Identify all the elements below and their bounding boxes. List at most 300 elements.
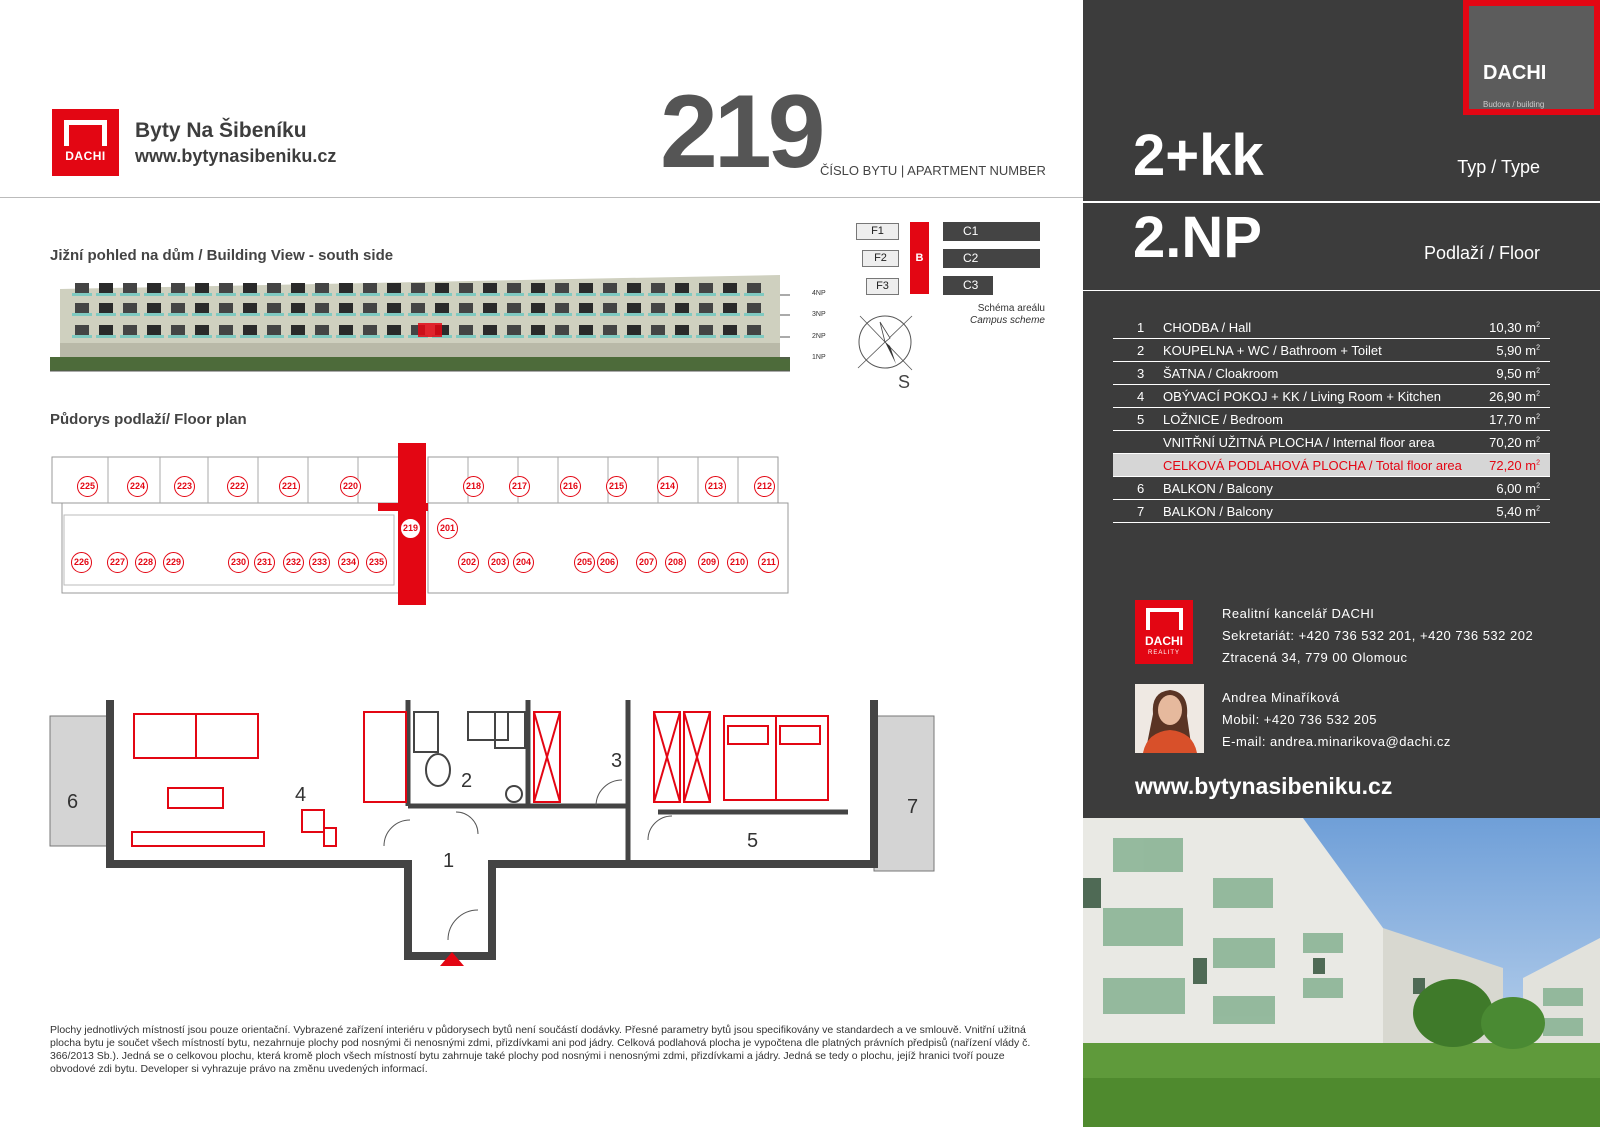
elevation-window bbox=[291, 283, 305, 293]
elevation-balcony bbox=[624, 293, 644, 296]
elevation-balcony bbox=[696, 313, 716, 316]
elevation-balcony bbox=[384, 293, 404, 296]
elevation-balcony bbox=[624, 335, 644, 338]
elevation-window bbox=[387, 283, 401, 293]
room-row bbox=[1113, 316, 1550, 339]
room-area-unit: 2 bbox=[1536, 390, 1540, 398]
dachi-reality-logo-text: DACHI bbox=[1145, 634, 1183, 648]
elevation-balcony bbox=[672, 335, 692, 338]
elevation-window bbox=[219, 303, 233, 313]
elevation-window bbox=[123, 325, 137, 335]
elevation-balcony bbox=[696, 293, 716, 296]
room-area bbox=[1489, 320, 1540, 335]
elevation-balcony bbox=[168, 313, 188, 316]
elevation-window bbox=[603, 283, 617, 293]
elevation-balcony bbox=[216, 293, 236, 296]
elevation-balcony bbox=[288, 335, 308, 338]
room-label-4: 4 bbox=[295, 784, 307, 806]
website-link[interactable]: www.bytynasibeniku.cz bbox=[1135, 773, 1393, 799]
room-area-value: 6,00 m bbox=[1496, 481, 1537, 496]
elevation-window bbox=[627, 303, 641, 313]
elevation-balcony bbox=[552, 313, 572, 316]
elevation-balcony bbox=[480, 335, 500, 338]
elevation-window bbox=[315, 283, 329, 293]
unit-bottom-208: 208 bbox=[665, 552, 686, 573]
agency-phones: Sekretariát: +420 736 532 201, +420 736 532 202 bbox=[1222, 628, 1534, 643]
elevation-window bbox=[147, 325, 161, 335]
project-url[interactable]: www.bytynasibeniku.cz bbox=[135, 146, 337, 166]
elevation-balcony bbox=[168, 335, 188, 338]
elevation-balcony bbox=[192, 293, 212, 296]
elevation-window bbox=[411, 303, 425, 313]
elevation-window bbox=[651, 303, 665, 313]
campus-block-b: B bbox=[910, 222, 929, 294]
room-name: BALKON / Balcony bbox=[1163, 504, 1273, 519]
elevation-balcony bbox=[360, 335, 380, 338]
unit-bottom-204: 204 bbox=[513, 552, 534, 573]
elevation-window bbox=[699, 303, 713, 313]
elevation-balcony bbox=[408, 293, 428, 296]
elevation-window bbox=[747, 325, 761, 335]
elevation-window bbox=[675, 303, 689, 313]
floor-label-2np: 2NP bbox=[812, 333, 826, 340]
elevation-balcony bbox=[72, 335, 92, 338]
elevation-window bbox=[675, 283, 689, 293]
unit-bottom-233: 233 bbox=[309, 552, 330, 573]
elevation-window bbox=[531, 325, 545, 335]
elevation-window bbox=[147, 283, 161, 293]
elevation-window bbox=[267, 303, 281, 313]
elevation-window bbox=[531, 283, 545, 293]
elevation-balcony bbox=[528, 313, 548, 316]
unit-top-223: 223 bbox=[174, 476, 195, 497]
apartment-number: 219 bbox=[660, 74, 822, 190]
elevation-balcony bbox=[120, 293, 140, 296]
unit-bottom-205: 205 bbox=[574, 552, 595, 573]
elevation-balcony bbox=[264, 293, 284, 296]
unit-top-222: 222 bbox=[227, 476, 248, 497]
apartment-type-label: Typ / Type bbox=[1457, 157, 1540, 177]
elevation-window bbox=[747, 303, 761, 313]
elevation-window bbox=[99, 283, 113, 293]
elevation-window bbox=[123, 303, 137, 313]
elevation-balcony bbox=[72, 293, 92, 296]
elevation-window bbox=[171, 325, 185, 335]
panel-divider bbox=[1083, 201, 1600, 203]
elevation-balcony bbox=[744, 293, 764, 296]
elevation-window bbox=[243, 303, 257, 313]
unit-bottom-231: 231 bbox=[254, 552, 275, 573]
elevation-window bbox=[291, 325, 305, 335]
elevation-balcony bbox=[384, 335, 404, 338]
elevation-window bbox=[363, 303, 377, 313]
room-area-value: 17,70 m bbox=[1489, 412, 1537, 427]
elevation-window bbox=[603, 325, 617, 335]
unit-bottom-209: 209 bbox=[698, 552, 719, 573]
elevation-window bbox=[147, 303, 161, 313]
room-area-value: 10,30 m bbox=[1489, 320, 1537, 335]
room-name: BALKON / Balcony bbox=[1163, 481, 1273, 496]
room-number: 6 bbox=[1137, 481, 1145, 496]
unit-bottom-232: 232 bbox=[283, 552, 304, 573]
room-area-value: 5,40 m bbox=[1496, 504, 1537, 519]
elevation-balcony bbox=[312, 313, 332, 316]
unit-top-221: 221 bbox=[279, 476, 300, 497]
agency-name: Realitní kancelář DACHI bbox=[1222, 606, 1375, 621]
elevation-balcony bbox=[360, 293, 380, 296]
room-area-unit: 2 bbox=[1536, 321, 1540, 329]
elevation-window bbox=[531, 303, 545, 313]
unit-bottom-206: 206 bbox=[597, 552, 618, 573]
elevation-window bbox=[267, 325, 281, 335]
elevation-balcony bbox=[672, 293, 692, 296]
room-area bbox=[1496, 481, 1540, 496]
room-label-3: 3 bbox=[611, 750, 623, 772]
dachi-reality-logo-sub: REALITY bbox=[1147, 650, 1180, 656]
elevation-window bbox=[483, 303, 497, 313]
room-row bbox=[1113, 385, 1550, 408]
elevation-balcony bbox=[696, 335, 716, 338]
elevation-balcony bbox=[288, 313, 308, 316]
elevation-balcony bbox=[192, 335, 212, 338]
elevation-window bbox=[579, 283, 593, 293]
agency-address: Ztracená 34, 779 00 Olomouc bbox=[1222, 650, 1408, 665]
agent-photo bbox=[1135, 684, 1204, 753]
elevation-window bbox=[195, 303, 209, 313]
campus-block-c1: C1 bbox=[943, 222, 1040, 241]
elevation-window bbox=[435, 303, 449, 313]
room-area-value: 9,50 m bbox=[1496, 366, 1537, 381]
unit-bottom-226: 226 bbox=[71, 552, 92, 573]
elevation-balcony bbox=[576, 313, 596, 316]
room-number: 4 bbox=[1137, 389, 1145, 404]
room-area-value: 26,90 m bbox=[1489, 389, 1537, 404]
elevation-balcony bbox=[672, 313, 692, 316]
elevation-window bbox=[291, 303, 305, 313]
elevation-balcony bbox=[552, 335, 572, 338]
elevation-balcony bbox=[264, 313, 284, 316]
unit-bottom-230: 230 bbox=[228, 552, 249, 573]
elevation-balcony bbox=[384, 313, 404, 316]
room-area bbox=[1489, 458, 1540, 473]
elevation-balcony bbox=[144, 313, 164, 316]
campus-caption-en: Campus scheme bbox=[969, 315, 1045, 326]
elevation-balcony bbox=[72, 313, 92, 316]
room-area bbox=[1496, 504, 1540, 519]
elevation-window bbox=[675, 325, 689, 335]
elevation-window bbox=[603, 303, 617, 313]
room-row bbox=[1113, 362, 1550, 385]
elevation-window bbox=[339, 283, 353, 293]
elevation-balcony bbox=[96, 335, 116, 338]
elevation-balcony bbox=[648, 335, 668, 338]
room-number: 5 bbox=[1137, 412, 1145, 427]
agent-name: Andrea Minaříková bbox=[1222, 690, 1340, 705]
elevation-window bbox=[651, 325, 665, 335]
elevation-balcony bbox=[408, 313, 428, 316]
elevation-window bbox=[507, 325, 521, 335]
elevation-window bbox=[579, 303, 593, 313]
elevation-balcony bbox=[336, 293, 356, 296]
room-area-value: 72,20 m bbox=[1489, 458, 1537, 473]
floor-plan-title: Půdorys podlaží/ Floor plan bbox=[50, 411, 247, 428]
elevation-balcony bbox=[648, 293, 668, 296]
room-area bbox=[1489, 412, 1540, 427]
campus-caption: Schéma areálu bbox=[977, 303, 1045, 314]
elevation-window bbox=[219, 283, 233, 293]
building-view-title: Jižní pohled na dům / Building View - south side bbox=[50, 247, 394, 264]
room-area-value: 5,90 m bbox=[1496, 343, 1537, 358]
elevation-balcony bbox=[456, 313, 476, 316]
agent-mobile: Mobil: +420 736 532 205 bbox=[1222, 712, 1377, 727]
unit-top-212: 212 bbox=[754, 476, 775, 497]
elevation-balcony bbox=[96, 293, 116, 296]
elevation-balcony bbox=[216, 335, 236, 338]
elevation-balcony bbox=[576, 293, 596, 296]
elevation-balcony bbox=[552, 293, 572, 296]
room-name: CHODBA / Hall bbox=[1163, 320, 1252, 335]
room-area-unit: 2 bbox=[1536, 482, 1540, 490]
elevation-window bbox=[723, 283, 737, 293]
elevation-window bbox=[459, 303, 473, 313]
elevation-window bbox=[75, 325, 89, 335]
room-label-6: 6 bbox=[67, 791, 79, 813]
room-area bbox=[1496, 366, 1540, 381]
elevation-balcony bbox=[336, 313, 356, 316]
building-render-image bbox=[1083, 818, 1600, 1127]
unit-bottom-210: 210 bbox=[727, 552, 748, 573]
elevation-window bbox=[699, 283, 713, 293]
elevation-window bbox=[195, 283, 209, 293]
room-area-value: 70,20 m bbox=[1489, 435, 1537, 450]
elevation-window bbox=[459, 325, 473, 335]
elevation-balcony bbox=[312, 335, 332, 338]
elevation-balcony bbox=[744, 335, 764, 338]
campus-block-f2: F2 bbox=[862, 250, 899, 267]
elevation-balcony bbox=[504, 335, 524, 338]
apartment-plan bbox=[48, 700, 948, 990]
room-name: LOŽNICE / Bedroom bbox=[1163, 412, 1283, 427]
project-title: Byty Na Šibeníku bbox=[135, 119, 307, 142]
apartment-type: 2+kk bbox=[1133, 123, 1264, 188]
unit-top-213: 213 bbox=[705, 476, 726, 497]
elevation-window bbox=[459, 283, 473, 293]
elevation-balcony bbox=[240, 293, 260, 296]
apartment-floor-label: Podlaží / Floor bbox=[1423, 243, 1540, 263]
room-label-7: 7 bbox=[907, 796, 919, 818]
elevation-window bbox=[267, 283, 281, 293]
elevation-balcony bbox=[216, 313, 236, 316]
room-name: VNITŘNÍ UŽITNÁ PLOCHA / Internal floor area bbox=[1163, 435, 1435, 450]
elevation-balcony bbox=[120, 335, 140, 338]
elevation-balcony bbox=[120, 313, 140, 316]
campus-block-f1: F1 bbox=[856, 223, 899, 240]
elevation-balcony bbox=[720, 313, 740, 316]
elevation-balcony bbox=[624, 313, 644, 316]
elevation-balcony bbox=[480, 293, 500, 296]
elevation-balcony bbox=[288, 293, 308, 296]
elevation-balcony bbox=[648, 313, 668, 316]
room-name: KOUPELNA + WC / Bathroom + Toilet bbox=[1163, 343, 1382, 358]
dachi-building-logo bbox=[1463, 0, 1600, 115]
unit-top-217: 217 bbox=[509, 476, 530, 497]
elevation-balcony bbox=[192, 313, 212, 316]
room-area-unit: 2 bbox=[1536, 344, 1540, 352]
elevation-window bbox=[483, 325, 497, 335]
elevation-window bbox=[627, 325, 641, 335]
room-name: OBÝVACÍ POKOJ + KK / Living Room + Kitchen bbox=[1163, 389, 1441, 404]
elevation-window bbox=[363, 283, 377, 293]
elevation-balcony bbox=[528, 293, 548, 296]
elevation-window bbox=[339, 325, 353, 335]
elevation-window bbox=[555, 325, 569, 335]
elevation-window bbox=[387, 303, 401, 313]
unit-top-218: 218 bbox=[463, 476, 484, 497]
elevation-window bbox=[75, 283, 89, 293]
unit-bottom-234: 234 bbox=[338, 552, 359, 573]
elevation-balcony bbox=[600, 293, 620, 296]
campus-block-f3: F3 bbox=[866, 278, 899, 295]
dachi-building-logo-sub: Budova / building bbox=[1483, 100, 1545, 109]
elevation-balcony bbox=[456, 293, 476, 296]
dachi-logo-text: DACHI bbox=[65, 149, 106, 163]
unit-bottom-207: 207 bbox=[636, 552, 657, 573]
elevation-balcony bbox=[720, 335, 740, 338]
elevation-window bbox=[411, 283, 425, 293]
room-area bbox=[1496, 343, 1540, 358]
elevation-balcony bbox=[576, 335, 596, 338]
elevation-balcony bbox=[480, 313, 500, 316]
elevation-window bbox=[507, 283, 521, 293]
room-row bbox=[1113, 431, 1550, 454]
elevation-window bbox=[723, 303, 737, 313]
elevation-window bbox=[171, 283, 185, 293]
elevation-balcony bbox=[360, 313, 380, 316]
dachi-reality-logo bbox=[1135, 600, 1193, 664]
elevation-window bbox=[363, 325, 377, 335]
unit-top-214: 214 bbox=[657, 476, 678, 497]
elevation-balcony bbox=[600, 335, 620, 338]
room-area-unit: 2 bbox=[1536, 505, 1540, 513]
unit-top-215: 215 bbox=[606, 476, 627, 497]
elevation-balcony bbox=[144, 335, 164, 338]
elevation-window bbox=[315, 303, 329, 313]
elevation-window bbox=[483, 283, 497, 293]
elevation-balcony bbox=[264, 335, 284, 338]
elevation-balcony bbox=[528, 335, 548, 338]
unit-bottom-229: 229 bbox=[163, 552, 184, 573]
room-area-unit: 2 bbox=[1536, 459, 1540, 467]
elevation-balcony bbox=[720, 293, 740, 296]
unit-top-224: 224 bbox=[127, 476, 148, 497]
campus-block-c3: C3 bbox=[943, 276, 993, 295]
elevation-balcony bbox=[96, 313, 116, 316]
compass-south-label: S bbox=[898, 372, 911, 392]
elevation-window bbox=[627, 283, 641, 293]
elevation-window bbox=[123, 283, 137, 293]
room-row-total bbox=[1113, 454, 1550, 477]
campus-block-c2: C2 bbox=[943, 249, 1040, 268]
elevation-balcony bbox=[432, 293, 452, 296]
elevation-window bbox=[651, 283, 665, 293]
elevation-balcony bbox=[168, 293, 188, 296]
room-area-unit: 2 bbox=[1536, 367, 1540, 375]
unit-bottom-202: 202 bbox=[458, 552, 479, 573]
room-area bbox=[1489, 435, 1540, 450]
room-row bbox=[1113, 500, 1550, 523]
elevation-balcony bbox=[456, 335, 476, 338]
room-label-5: 5 bbox=[747, 830, 759, 852]
elevation-window bbox=[387, 325, 401, 335]
elevation-balcony bbox=[336, 335, 356, 338]
room-number: 3 bbox=[1137, 366, 1145, 381]
elevation-balcony bbox=[432, 313, 452, 316]
elevation-balcony bbox=[312, 293, 332, 296]
panel-divider bbox=[1083, 290, 1600, 291]
room-area-unit: 2 bbox=[1536, 436, 1540, 444]
room-area-table bbox=[1113, 316, 1550, 523]
floor-label-4np: 4NP bbox=[812, 290, 826, 297]
elevation-balcony bbox=[600, 313, 620, 316]
building-elevation bbox=[50, 275, 790, 375]
elevation-window bbox=[723, 325, 737, 335]
elevation-balcony bbox=[240, 313, 260, 316]
dachi-logo bbox=[52, 109, 119, 176]
elevation-balcony bbox=[504, 293, 524, 296]
elevation-window bbox=[99, 325, 113, 335]
room-row bbox=[1113, 477, 1550, 500]
unit-top-220: 220 bbox=[340, 476, 361, 497]
apartment-floor: 2.NP bbox=[1133, 205, 1262, 270]
unit-bottom-211: 211 bbox=[758, 552, 779, 573]
unit-top-225: 225 bbox=[77, 476, 98, 497]
elevation-balcony bbox=[744, 313, 764, 316]
elevation-window bbox=[75, 303, 89, 313]
dachi-building-logo-text: DACHI bbox=[1483, 62, 1547, 84]
agent-email[interactable]: E-mail: andrea.minarikova@dachi.cz bbox=[1222, 734, 1451, 749]
elevation-balcony bbox=[504, 313, 524, 316]
elevation-window bbox=[339, 303, 353, 313]
room-area bbox=[1489, 389, 1540, 404]
elevation-balcony bbox=[144, 293, 164, 296]
elevation-window bbox=[507, 303, 521, 313]
floor-label-1np: 1NP bbox=[812, 354, 826, 361]
unit-bottom-227: 227 bbox=[107, 552, 128, 573]
room-name: CELKOVÁ PODLAHOVÁ PLOCHA / Total floor area bbox=[1163, 458, 1462, 473]
elevation-window bbox=[699, 325, 713, 335]
room-area-unit: 2 bbox=[1536, 413, 1540, 421]
elevation-window bbox=[195, 325, 209, 335]
elevation-window bbox=[99, 303, 113, 313]
elevation-window bbox=[219, 325, 233, 335]
unit-top-216: 216 bbox=[560, 476, 581, 497]
elevation-window bbox=[555, 283, 569, 293]
elevation-window bbox=[435, 283, 449, 293]
header-divider bbox=[0, 197, 1083, 198]
unit-bottom-203: 203 bbox=[488, 552, 509, 573]
room-label-2: 2 bbox=[461, 770, 473, 792]
room-row bbox=[1113, 339, 1550, 362]
room-row bbox=[1113, 408, 1550, 431]
elevation-window bbox=[555, 303, 569, 313]
floor-label-3np: 3NP bbox=[812, 311, 826, 318]
elevation-window bbox=[579, 325, 593, 335]
unit-center-201: 201 bbox=[437, 518, 458, 539]
unit-bottom-228: 228 bbox=[135, 552, 156, 573]
elevation-balcony bbox=[240, 335, 260, 338]
elevation-window bbox=[243, 283, 257, 293]
unit-center-219: 219 bbox=[400, 518, 421, 539]
